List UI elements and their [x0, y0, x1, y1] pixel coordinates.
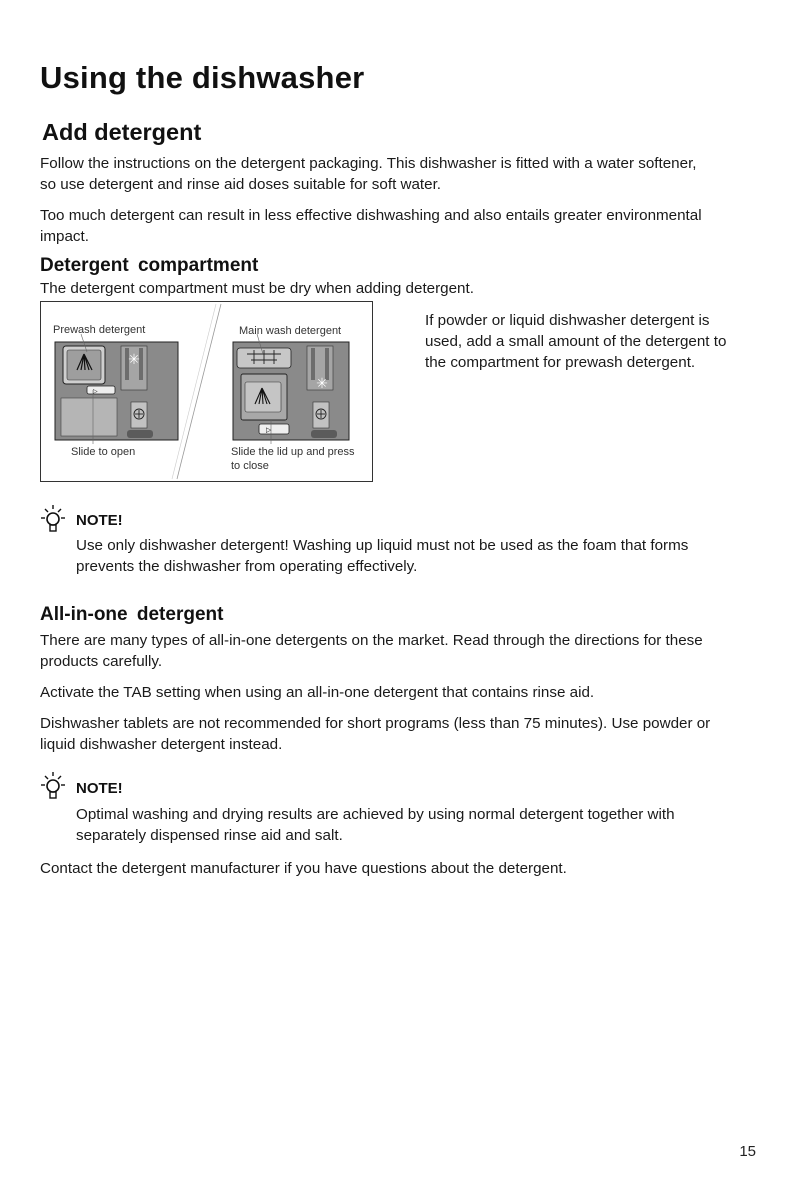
paragraph-line: liquid dishwasher detergent instead. [40, 736, 283, 753]
subheading-detergent-compartment: Detergent compartment [40, 255, 259, 276]
prewash-compartment-open [55, 334, 178, 444]
note-heading: NOTE! [76, 512, 123, 529]
mainwash-compartment-closed [233, 334, 349, 444]
label-slide-to-open: Slide to open [71, 446, 136, 458]
svg-text:▷: ▷ [266, 426, 272, 434]
section-heading-add-detergent: Add detergent [42, 119, 202, 145]
note-text-optimal-results [76, 804, 675, 846]
paragraph-line: Optimal washing and drying results are achieved by using normal detergent together with [76, 806, 675, 823]
svg-text:▷: ▷ [93, 388, 98, 395]
paragraph-line: prevents the dishwasher from operating effectively. [76, 558, 418, 575]
lightbulb-icon [40, 504, 70, 534]
paragraph-compartment-dry: The detergent compartment must be dry when adding detergent. [40, 280, 474, 297]
paragraph-line: separately dispensed rinse aid and salt. [76, 827, 343, 844]
label-line: to close [231, 460, 269, 472]
paragraph-line: impact. [40, 228, 89, 245]
paragraph-contact-manufacturer: Contact the detergent manufacturer if you have questions about the detergent. [40, 860, 567, 877]
paragraph-line: Follow the instructions on the detergent packaging. This dishwasher is fitted with a water softener, [40, 155, 697, 172]
paragraph-too-much-detergent [40, 205, 702, 247]
paragraph-line: Dishwasher tablets are not recommended for short programs (less than 75 minutes). Use powder or [40, 715, 711, 732]
detergent-compartment-figure [40, 301, 373, 482]
paragraph-soft-water [40, 153, 697, 195]
page-number: 15 [739, 1143, 756, 1160]
paragraph-line: so use detergent and rinse aid doses suitable for soft water. [40, 176, 442, 193]
svg-text:✳: ✳ [128, 352, 140, 368]
page-title: Using the dishwasher [40, 60, 365, 95]
paragraph-tab-setting: Activate the TAB setting when using an all-in-one detergent that contains rinse aid. [40, 684, 595, 701]
paragraph-line: the compartment for prewash detergent. [425, 354, 696, 371]
label-line: Slide the lid up and press [231, 446, 355, 458]
lightbulb-icon [40, 771, 70, 801]
paragraph-line: Too much detergent can result in less effective dishwashing and also entails greater environmental [40, 207, 702, 224]
paragraph-line: Use only dishwasher detergent! Washing up liquid must not be used as the foam that forms [76, 537, 689, 554]
note-text-detergent-only [76, 535, 688, 577]
label-main-wash-detergent: Main wash detergent [239, 325, 342, 337]
paragraph-all-in-one-types [40, 630, 703, 672]
paragraph-line: There are many types of all-in-one detergents on the market. Read through the directions for these [40, 632, 703, 649]
paragraph-line: products carefully. [40, 653, 163, 670]
paragraph-line: If powder or liquid dishwasher detergent is [425, 312, 710, 329]
svg-text:✳: ✳ [316, 376, 328, 392]
paragraph-powder-liquid [425, 310, 726, 373]
paragraph-line: used, add a small amount of the detergent to [425, 333, 727, 350]
label-prewash-detergent: Prewash detergent [53, 324, 146, 336]
label-slide-to-close [231, 445, 355, 473]
subheading-all-in-one: All-in-one detergent [40, 604, 224, 625]
note-heading: NOTE! [76, 780, 123, 797]
paragraph-tablets-short-programs [40, 713, 710, 755]
